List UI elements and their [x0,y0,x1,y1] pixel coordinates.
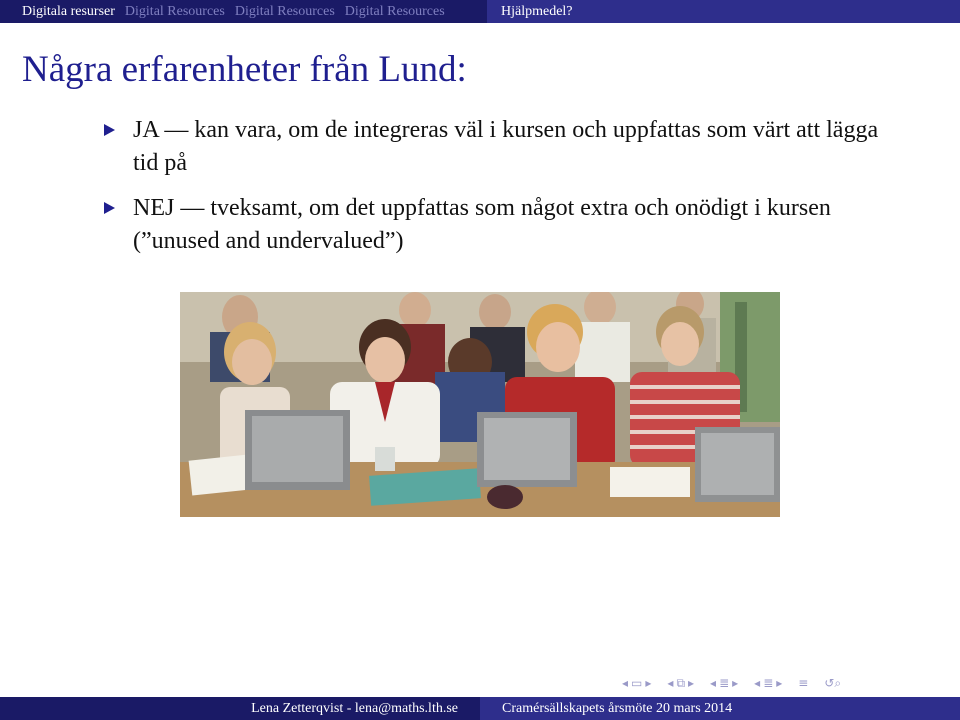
footer-author: Lena Zetterqvist - lena@maths.lth.se [251,700,458,716]
bullet-arrow-icon [104,202,115,214]
bullet-list [104,114,904,270]
bullet-text: JA — kan vara, om de integreras väl i kursen och uppfattas som värt att lägga tid på [133,117,879,176]
bullet-arrow-icon [104,124,115,136]
arrow-right-icon[interactable]: ▸ [732,676,739,690]
bullet-item [104,114,904,180]
beamer-navigation [622,674,841,692]
classroom-photo [180,292,780,517]
top-navigation-bar [0,0,960,23]
section-nav [0,0,487,23]
arrow-left-icon[interactable]: ◂ [667,676,674,690]
search-icon[interactable]: ↺⌕ [824,676,842,690]
arrow-right-icon[interactable]: ▸ [645,676,652,690]
footer-event: Cramérsällskapets årsmöte 20 mars 2014 [502,700,733,716]
nav-item-hjalpmedel[interactable]: Hjälpmedel? [501,3,573,19]
subsection-icon[interactable]: ⧉ [676,676,686,690]
bullet-text: NEJ — tveksamt, om det uppfattas som något extra och onödigt i kursen (”unused and undervalued”) [133,195,831,254]
section-icon[interactable]: ≣ [719,676,730,690]
slide-title: Några erfarenheter från Lund: [22,49,467,90]
nav-item-digital-resources-2[interactable]: Digital Resources [234,3,335,19]
arrow-left-icon[interactable]: ◂ [710,676,717,690]
footer-right [480,697,960,720]
frame-icon[interactable]: ▭ [631,676,643,690]
align-icon[interactable]: ≡ [798,676,809,690]
nav-item-digitala-resurser[interactable]: Digitala resurser [22,3,115,19]
arrow-right-icon[interactable]: ▸ [688,676,695,690]
nav-item-digital-resources-1[interactable]: Digital Resources [124,3,225,19]
section-nav-right [487,0,960,23]
arrow-left-icon[interactable]: ◂ [622,676,629,690]
section-icon[interactable]: ≣ [763,676,774,690]
arrow-left-icon[interactable]: ◂ [754,676,761,690]
nav-item-digital-resources-3[interactable]: Digital Resources [344,3,445,19]
bullet-item [104,192,904,258]
footer-bar [0,697,960,720]
arrow-right-icon[interactable]: ▸ [776,676,783,690]
footer-left [0,697,480,720]
